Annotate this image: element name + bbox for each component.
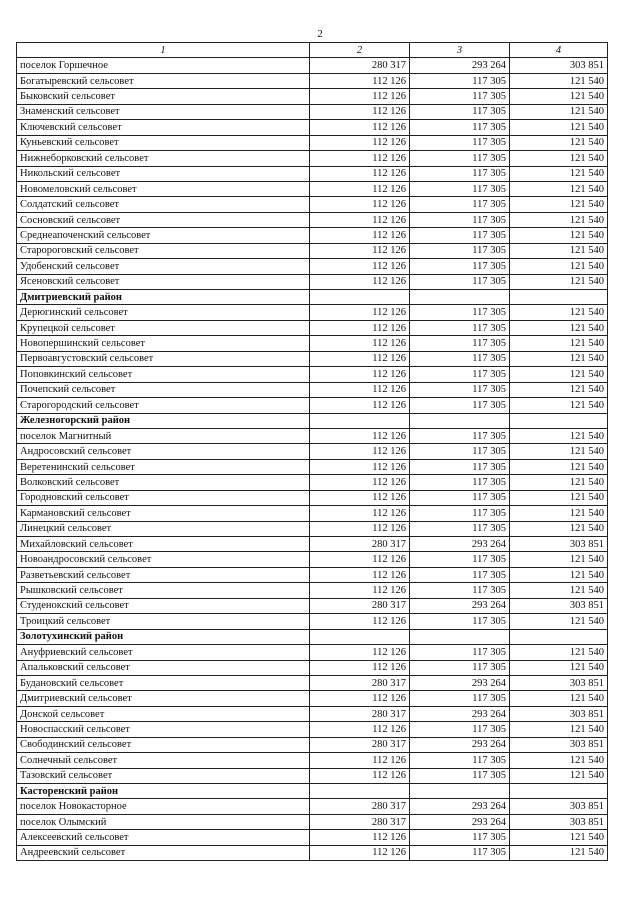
table-row: [17, 706, 608, 721]
value-cell-col-3: 117 305: [410, 475, 510, 490]
value-cell-col-2: 280 317: [310, 814, 410, 829]
value-cell-col-4: 121 540: [510, 274, 608, 289]
value-cell-col-2: 112 126: [310, 583, 410, 598]
value-cell-col-4: 121 540: [510, 89, 608, 104]
value-cell-col-3: 117 305: [410, 428, 510, 443]
value-cell-col-2: [310, 413, 410, 428]
value-cell-col-4: 121 540: [510, 475, 608, 490]
value-cell-col-3: [410, 784, 510, 799]
value-cell-col-2: 112 126: [310, 660, 410, 675]
table-row: [17, 490, 608, 505]
value-cell-col-3: 117 305: [410, 104, 510, 119]
value-cell-col-3: 117 305: [410, 645, 510, 660]
municipality-name-cell: Городновский сельсовет: [17, 490, 310, 505]
value-cell-col-2: 112 126: [310, 768, 410, 783]
district-name-cell: Золотухинский район: [17, 629, 310, 644]
value-cell-col-4: 121 540: [510, 691, 608, 706]
value-cell-col-2: 280 317: [310, 675, 410, 690]
municipality-name-cell: Кармановский сельсовет: [17, 506, 310, 521]
value-cell-col-4: [510, 413, 608, 428]
municipality-name-cell: Удобенский сельсовет: [17, 259, 310, 274]
table-row: [17, 212, 608, 227]
value-cell-col-2: 112 126: [310, 475, 410, 490]
value-cell-col-3: 117 305: [410, 490, 510, 505]
municipality-name-cell: Новопершинский сельсовет: [17, 336, 310, 351]
district-heading-row: [17, 629, 608, 644]
table-row: [17, 89, 608, 104]
value-cell-col-4: 121 540: [510, 243, 608, 258]
district-name-cell: Железногорский район: [17, 413, 310, 428]
table-row: [17, 737, 608, 752]
table-row: [17, 398, 608, 413]
municipality-name-cell: Поповкинский сельсовет: [17, 367, 310, 382]
value-cell-col-2: 112 126: [310, 722, 410, 737]
value-cell-col-4: 303 851: [510, 737, 608, 752]
value-cell-col-3: 117 305: [410, 274, 510, 289]
value-cell-col-2: 280 317: [310, 537, 410, 552]
municipality-name-cell: Старогородский сельсовет: [17, 398, 310, 413]
municipality-name-cell: Рышковский сельсовет: [17, 583, 310, 598]
value-cell-col-2: 112 126: [310, 567, 410, 582]
value-cell-col-3: 117 305: [410, 228, 510, 243]
municipality-name-cell: Андросовский сельсовет: [17, 444, 310, 459]
value-cell-col-4: 121 540: [510, 305, 608, 320]
table-row: [17, 459, 608, 474]
page-number: 2: [317, 28, 323, 40]
value-cell-col-3: 117 305: [410, 753, 510, 768]
value-cell-col-4: 121 540: [510, 367, 608, 382]
allocation-table: [16, 42, 608, 861]
value-cell-col-2: 112 126: [310, 274, 410, 289]
value-cell-col-4: 303 851: [510, 799, 608, 814]
municipality-name-cell: Нижнеборковский сельсовет: [17, 151, 310, 166]
municipality-name-cell: поселок Магнитный: [17, 428, 310, 443]
value-cell-col-4: 121 540: [510, 135, 608, 150]
table-row: [17, 444, 608, 459]
value-cell-col-2: 112 126: [310, 181, 410, 196]
district-heading-row: [17, 413, 608, 428]
value-cell-col-2: 112 126: [310, 228, 410, 243]
municipality-name-cell: Крупецкой сельсовет: [17, 320, 310, 335]
municipality-name-cell: Будановский сельсовет: [17, 675, 310, 690]
table-row: [17, 135, 608, 150]
column-header-1: 1: [17, 43, 310, 58]
municipality-name-cell: Сосновский сельсовет: [17, 212, 310, 227]
value-cell-col-2: 112 126: [310, 645, 410, 660]
value-cell-col-4: 121 540: [510, 228, 608, 243]
value-cell-col-2: 112 126: [310, 305, 410, 320]
table-row: [17, 58, 608, 73]
value-cell-col-2: 112 126: [310, 490, 410, 505]
column-header-4: 4: [510, 43, 608, 58]
table-row: [17, 722, 608, 737]
value-cell-col-3: 293 264: [410, 537, 510, 552]
table-header: [17, 43, 608, 58]
table-row: [17, 814, 608, 829]
municipality-name-cell: Почепский сельсовет: [17, 382, 310, 397]
header-row: [17, 43, 608, 58]
value-cell-col-2: 112 126: [310, 120, 410, 135]
value-cell-col-4: 303 851: [510, 58, 608, 73]
value-cell-col-2: 112 126: [310, 320, 410, 335]
value-cell-col-4: 121 540: [510, 351, 608, 366]
value-cell-col-4: 121 540: [510, 753, 608, 768]
value-cell-col-4: 303 851: [510, 598, 608, 613]
value-cell-col-3: 117 305: [410, 181, 510, 196]
column-header-2: 2: [310, 43, 410, 58]
table-row: [17, 475, 608, 490]
value-cell-col-4: 121 540: [510, 428, 608, 443]
value-cell-col-3: 117 305: [410, 830, 510, 845]
value-cell-col-2: 112 126: [310, 398, 410, 413]
value-cell-col-3: 117 305: [410, 459, 510, 474]
value-cell-col-4: 121 540: [510, 73, 608, 88]
table-row: [17, 367, 608, 382]
value-cell-col-4: 121 540: [510, 197, 608, 212]
value-cell-col-3: [410, 413, 510, 428]
value-cell-col-2: 112 126: [310, 197, 410, 212]
table-row: [17, 305, 608, 320]
municipality-name-cell: Богатыревский сельсовет: [17, 73, 310, 88]
value-cell-col-3: 117 305: [410, 614, 510, 629]
value-cell-col-3: 293 264: [410, 706, 510, 721]
value-cell-col-2: 112 126: [310, 104, 410, 119]
municipality-name-cell: Донской сельсовет: [17, 706, 310, 721]
table-row: [17, 521, 608, 536]
table-row: [17, 675, 608, 690]
value-cell-col-3: 117 305: [410, 243, 510, 258]
value-cell-col-2: 280 317: [310, 799, 410, 814]
value-cell-col-3: 117 305: [410, 845, 510, 860]
value-cell-col-2: 112 126: [310, 243, 410, 258]
value-cell-col-2: 280 317: [310, 598, 410, 613]
municipality-name-cell: Волковский сельсовет: [17, 475, 310, 490]
municipality-name-cell: Студенокский сельсовет: [17, 598, 310, 613]
table-row: [17, 73, 608, 88]
value-cell-col-2: 112 126: [310, 459, 410, 474]
table-row: [17, 274, 608, 289]
municipality-name-cell: Андреевский сельсовет: [17, 845, 310, 860]
value-cell-col-3: 117 305: [410, 259, 510, 274]
value-cell-col-3: 117 305: [410, 351, 510, 366]
value-cell-col-3: 117 305: [410, 197, 510, 212]
value-cell-col-4: 121 540: [510, 336, 608, 351]
value-cell-col-2: 112 126: [310, 845, 410, 860]
value-cell-col-4: 121 540: [510, 151, 608, 166]
municipality-name-cell: Веретенинский сельсовет: [17, 459, 310, 474]
value-cell-col-2: [310, 784, 410, 799]
value-cell-col-4: 121 540: [510, 722, 608, 737]
value-cell-col-4: 121 540: [510, 660, 608, 675]
district-heading-row: [17, 290, 608, 305]
value-cell-col-4: 121 540: [510, 583, 608, 598]
value-cell-col-4: 121 540: [510, 459, 608, 474]
value-cell-col-3: 117 305: [410, 320, 510, 335]
value-cell-col-4: 121 540: [510, 552, 608, 567]
municipality-name-cell: Дерюгинский сельсовет: [17, 305, 310, 320]
value-cell-col-2: 112 126: [310, 259, 410, 274]
value-cell-col-3: 293 264: [410, 737, 510, 752]
value-cell-col-3: 117 305: [410, 89, 510, 104]
value-cell-col-2: 280 317: [310, 58, 410, 73]
value-cell-col-4: [510, 784, 608, 799]
value-cell-col-3: 117 305: [410, 135, 510, 150]
value-cell-col-4: 121 540: [510, 320, 608, 335]
table-row: [17, 104, 608, 119]
municipality-name-cell: Свободинский сельсовет: [17, 737, 310, 752]
value-cell-col-3: 117 305: [410, 506, 510, 521]
table-row: [17, 830, 608, 845]
value-cell-col-2: [310, 629, 410, 644]
table-row: [17, 259, 608, 274]
value-cell-col-3: 117 305: [410, 552, 510, 567]
table-row: [17, 320, 608, 335]
value-cell-col-2: 112 126: [310, 521, 410, 536]
municipality-name-cell: Ясеновский сельсовет: [17, 274, 310, 289]
table-row: [17, 567, 608, 582]
district-name-cell: Дмитриевский район: [17, 290, 310, 305]
municipality-name-cell: Первоавгустовский сельсовет: [17, 351, 310, 366]
value-cell-col-2: [310, 290, 410, 305]
value-cell-col-2: 112 126: [310, 89, 410, 104]
table-row: [17, 660, 608, 675]
value-cell-col-3: 117 305: [410, 660, 510, 675]
municipality-name-cell: Старороговский сельсовет: [17, 243, 310, 258]
municipality-name-cell: Новоандросовский сельсовет: [17, 552, 310, 567]
municipality-name-cell: Солнечный сельсовет: [17, 753, 310, 768]
value-cell-col-4: [510, 290, 608, 305]
municipality-name-cell: Ключевский сельсовет: [17, 120, 310, 135]
value-cell-col-3: 117 305: [410, 166, 510, 181]
table-row: [17, 181, 608, 196]
value-cell-col-2: 280 317: [310, 706, 410, 721]
table-row: [17, 753, 608, 768]
value-cell-col-2: 112 126: [310, 367, 410, 382]
value-cell-col-3: 117 305: [410, 521, 510, 536]
municipality-name-cell: Ануфриевский сельсовет: [17, 645, 310, 660]
table-row: [17, 583, 608, 598]
value-cell-col-3: 117 305: [410, 305, 510, 320]
table-row: [17, 614, 608, 629]
value-cell-col-3: 117 305: [410, 768, 510, 783]
table-body: [17, 58, 608, 861]
value-cell-col-4: 121 540: [510, 259, 608, 274]
value-cell-col-4: 121 540: [510, 521, 608, 536]
value-cell-col-3: 293 264: [410, 675, 510, 690]
table-row: [17, 336, 608, 351]
value-cell-col-3: 117 305: [410, 567, 510, 582]
municipality-name-cell: Быковский сельсовет: [17, 89, 310, 104]
value-cell-col-3: 293 264: [410, 814, 510, 829]
value-cell-col-3: 117 305: [410, 398, 510, 413]
table-row: [17, 845, 608, 860]
municipality-name-cell: поселок Олымский: [17, 814, 310, 829]
table-row: [17, 598, 608, 613]
value-cell-col-2: 112 126: [310, 212, 410, 227]
value-cell-col-2: 280 317: [310, 737, 410, 752]
municipality-name-cell: Солдатский сельсовет: [17, 197, 310, 212]
table-row: [17, 382, 608, 397]
value-cell-col-2: 112 126: [310, 753, 410, 768]
value-cell-col-2: 112 126: [310, 614, 410, 629]
column-header-3: 3: [410, 43, 510, 58]
value-cell-col-3: 117 305: [410, 73, 510, 88]
value-cell-col-3: 293 264: [410, 58, 510, 73]
table-row: [17, 166, 608, 181]
table-row: [17, 151, 608, 166]
table-row: [17, 768, 608, 783]
municipality-name-cell: Дмитриевский сельсовет: [17, 691, 310, 706]
value-cell-col-3: 117 305: [410, 583, 510, 598]
value-cell-col-4: 121 540: [510, 382, 608, 397]
municipality-name-cell: Тазовский сельсовет: [17, 768, 310, 783]
value-cell-col-4: 121 540: [510, 845, 608, 860]
table-row: [17, 691, 608, 706]
value-cell-col-3: 117 305: [410, 151, 510, 166]
value-cell-col-3: [410, 290, 510, 305]
value-cell-col-2: 112 126: [310, 444, 410, 459]
value-cell-col-3: 117 305: [410, 722, 510, 737]
value-cell-col-4: 303 851: [510, 537, 608, 552]
table-row: [17, 552, 608, 567]
table-row: [17, 537, 608, 552]
value-cell-col-3: 117 305: [410, 444, 510, 459]
table-row: [17, 799, 608, 814]
value-cell-col-3: 117 305: [410, 382, 510, 397]
municipality-name-cell: поселок Горшечное: [17, 58, 310, 73]
value-cell-col-4: 121 540: [510, 830, 608, 845]
value-cell-col-2: 112 126: [310, 691, 410, 706]
value-cell-col-4: 121 540: [510, 166, 608, 181]
value-cell-col-4: 121 540: [510, 614, 608, 629]
value-cell-col-4: 121 540: [510, 181, 608, 196]
table-row: [17, 197, 608, 212]
value-cell-col-2: 112 126: [310, 336, 410, 351]
value-cell-col-2: 112 126: [310, 506, 410, 521]
value-cell-col-4: 121 540: [510, 645, 608, 660]
table-row: [17, 428, 608, 443]
value-cell-col-3: 293 264: [410, 598, 510, 613]
table-row: [17, 243, 608, 258]
municipality-name-cell: Разветьевский сельсовет: [17, 567, 310, 582]
table-row: [17, 645, 608, 660]
value-cell-col-2: 112 126: [310, 428, 410, 443]
value-cell-col-4: 121 540: [510, 506, 608, 521]
value-cell-col-2: 112 126: [310, 151, 410, 166]
table-row: [17, 506, 608, 521]
municipality-name-cell: Новоспасский сельсовет: [17, 722, 310, 737]
value-cell-col-4: 121 540: [510, 768, 608, 783]
municipality-name-cell: Линецкий сельсовет: [17, 521, 310, 536]
municipality-name-cell: Куньевский сельсовет: [17, 135, 310, 150]
value-cell-col-4: 121 540: [510, 104, 608, 119]
value-cell-col-2: 112 126: [310, 166, 410, 181]
municipality-name-cell: Алексеевский сельсовет: [17, 830, 310, 845]
value-cell-col-4: 121 540: [510, 567, 608, 582]
value-cell-col-2: 112 126: [310, 830, 410, 845]
municipality-name-cell: Среднеапоченский сельсовет: [17, 228, 310, 243]
value-cell-col-4: 121 540: [510, 490, 608, 505]
value-cell-col-3: 117 305: [410, 212, 510, 227]
value-cell-col-4: 121 540: [510, 444, 608, 459]
value-cell-col-2: 112 126: [310, 73, 410, 88]
value-cell-col-3: 117 305: [410, 691, 510, 706]
value-cell-col-3: 117 305: [410, 336, 510, 351]
municipality-name-cell: поселок Новокасторное: [17, 799, 310, 814]
municipality-name-cell: Михайловский сельсовет: [17, 537, 310, 552]
municipality-name-cell: Троицкий сельсовет: [17, 614, 310, 629]
table-row: [17, 120, 608, 135]
value-cell-col-4: 121 540: [510, 212, 608, 227]
municipality-name-cell: Никольский сельсовет: [17, 166, 310, 181]
value-cell-col-2: 112 126: [310, 382, 410, 397]
district-heading-row: [17, 784, 608, 799]
value-cell-col-4: 303 851: [510, 675, 608, 690]
value-cell-col-3: [410, 629, 510, 644]
table-row: [17, 228, 608, 243]
value-cell-col-3: 117 305: [410, 367, 510, 382]
municipality-name-cell: Апальковский сельсовет: [17, 660, 310, 675]
table-row: [17, 351, 608, 366]
municipality-name-cell: Знаменский сельсовет: [17, 104, 310, 119]
value-cell-col-2: 112 126: [310, 135, 410, 150]
value-cell-col-4: 303 851: [510, 706, 608, 721]
value-cell-col-2: 112 126: [310, 351, 410, 366]
district-name-cell: Касторенский район: [17, 784, 310, 799]
value-cell-col-4: 121 540: [510, 120, 608, 135]
value-cell-col-3: 293 264: [410, 799, 510, 814]
value-cell-col-3: 117 305: [410, 120, 510, 135]
value-cell-col-4: [510, 629, 608, 644]
value-cell-col-2: 112 126: [310, 552, 410, 567]
municipality-name-cell: Новомеловский сельсовет: [17, 181, 310, 196]
value-cell-col-4: 121 540: [510, 398, 608, 413]
value-cell-col-4: 303 851: [510, 814, 608, 829]
